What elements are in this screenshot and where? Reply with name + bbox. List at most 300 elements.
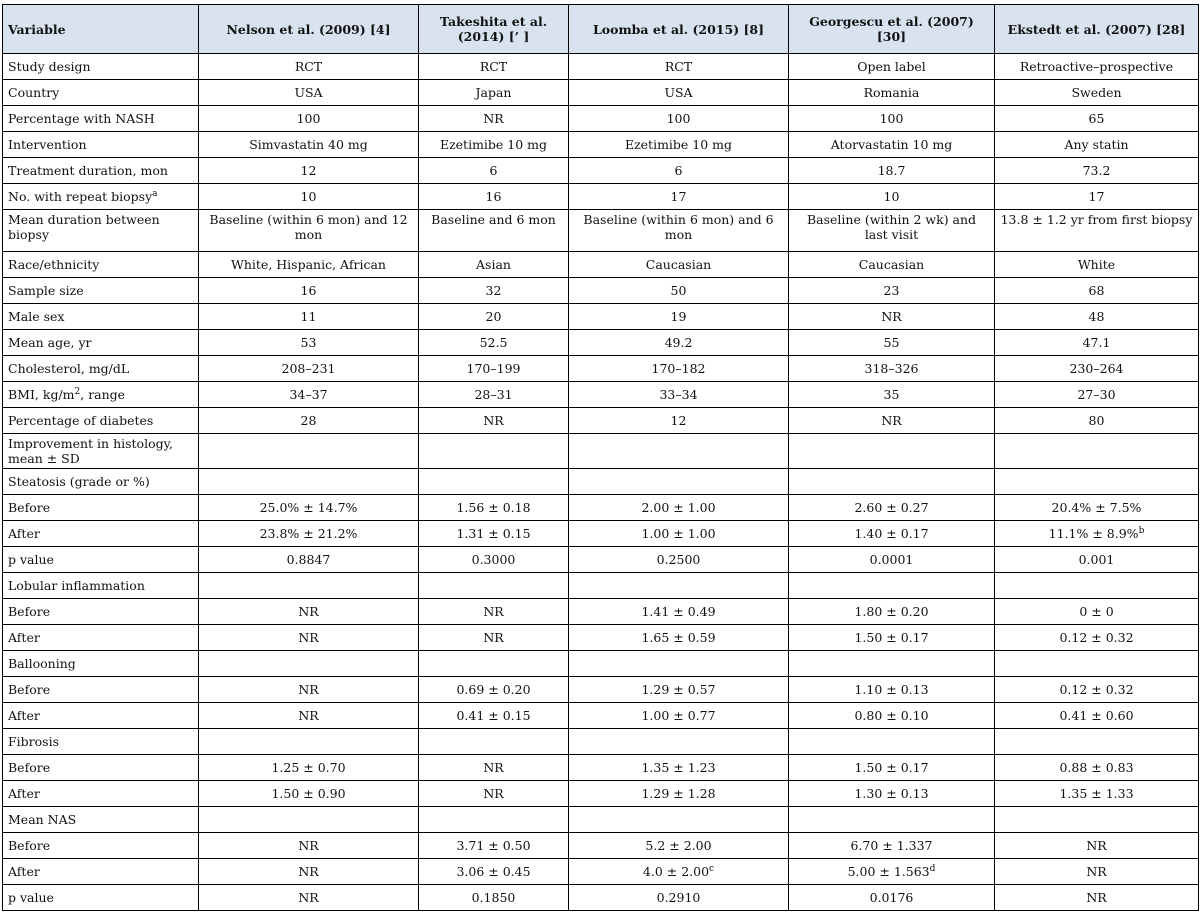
cell-value: 1.29 ± 0.57 xyxy=(641,682,716,697)
cell-value: 17 xyxy=(1088,189,1105,204)
row-label xyxy=(3,599,199,625)
cell-value: 12 xyxy=(300,163,317,178)
table-cell xyxy=(569,859,789,885)
table-row xyxy=(3,106,1199,132)
table-cell xyxy=(569,599,789,625)
cell-value: 1.25 ± 0.70 xyxy=(271,760,346,775)
table-row xyxy=(3,382,1199,408)
table-row xyxy=(3,833,1199,859)
cell-value: 19 xyxy=(670,309,687,324)
cell-value: 17 xyxy=(670,189,687,204)
table-cell xyxy=(789,184,995,210)
table-cell xyxy=(789,703,995,729)
table-cell xyxy=(789,599,995,625)
cell-value: 1.50 ± 0.17 xyxy=(854,760,929,775)
row-label-text: Mean duration between biopsy xyxy=(8,212,160,242)
table-row xyxy=(3,781,1199,807)
cell-value: 55 xyxy=(883,335,900,350)
header-row xyxy=(3,5,1199,54)
cell-value: 20.4% ± 7.5% xyxy=(1051,500,1142,515)
table-cell xyxy=(995,781,1199,807)
table-cell xyxy=(199,80,419,106)
table-cell xyxy=(419,158,569,184)
table-row xyxy=(3,184,1199,210)
table-cell xyxy=(789,833,995,859)
table-row xyxy=(3,573,1199,599)
table-cell xyxy=(569,54,789,80)
cell-value: Ezetimibe 10 mg xyxy=(439,137,548,152)
table-cell xyxy=(419,599,569,625)
table-cell xyxy=(789,80,995,106)
cell-value: 48 xyxy=(1088,309,1105,324)
row-label xyxy=(3,729,199,755)
table-cell xyxy=(789,807,995,833)
cell-value: 230–264 xyxy=(1069,361,1124,376)
table-cell xyxy=(419,495,569,521)
row-label-text: Steatosis (grade or %) xyxy=(8,474,150,489)
cell-value: NR xyxy=(483,630,504,645)
cell-value: NR xyxy=(881,413,902,428)
table-cell xyxy=(199,278,419,304)
table-cell xyxy=(569,434,789,469)
row-label xyxy=(3,158,199,184)
row-label-suffix: , range xyxy=(80,387,126,402)
table-cell xyxy=(199,132,419,158)
table-row xyxy=(3,625,1199,651)
row-label-text: Intervention xyxy=(8,137,87,152)
cell-value: 68 xyxy=(1088,283,1105,298)
row-label-text: Ballooning xyxy=(8,656,76,671)
table-cell xyxy=(419,469,569,495)
table-cell xyxy=(995,210,1199,252)
table-row xyxy=(3,495,1199,521)
cell-value: Sweden xyxy=(1071,85,1122,100)
table-cell xyxy=(569,304,789,330)
table-cell xyxy=(569,80,789,106)
row-label xyxy=(3,434,199,469)
row-label-text: No. with repeat biopsy xyxy=(8,189,153,204)
table-cell xyxy=(569,106,789,132)
cell-value: Atorvastatin 10 mg xyxy=(830,137,953,152)
cell-value: 170–182 xyxy=(651,361,706,376)
cell-value: 0.80 ± 0.10 xyxy=(854,708,929,723)
cell-value: RCT xyxy=(294,59,323,74)
table-cell xyxy=(419,132,569,158)
table-row xyxy=(3,158,1199,184)
row-label-text: After xyxy=(8,526,40,541)
table-cell xyxy=(199,703,419,729)
cell-value: 0.0176 xyxy=(869,890,914,905)
cell-value: NR xyxy=(483,760,504,775)
row-label xyxy=(3,625,199,651)
cell-value: 1.65 ± 0.59 xyxy=(641,630,716,645)
cell-value: Romania xyxy=(863,85,920,100)
cell-value: NR xyxy=(298,682,319,697)
row-label xyxy=(3,755,199,781)
table-cell xyxy=(789,210,995,252)
table-cell xyxy=(789,859,995,885)
table-row xyxy=(3,434,1199,469)
cell-value: Retroactive–prospective xyxy=(1019,59,1174,74)
row-label-text: After xyxy=(8,864,40,879)
table-cell xyxy=(199,885,419,911)
table-cell xyxy=(419,625,569,651)
cell-value: 16 xyxy=(300,283,317,298)
cell-value: 53 xyxy=(300,335,317,350)
table-row xyxy=(3,547,1199,573)
cell-value: NR xyxy=(298,838,319,853)
cell-value: 50 xyxy=(670,283,687,298)
header-georgescu: Georgescu et al. (2007) [30] xyxy=(789,5,995,54)
table-cell xyxy=(569,469,789,495)
table-cell xyxy=(995,106,1199,132)
table-cell xyxy=(199,158,419,184)
table-cell xyxy=(569,330,789,356)
table-cell xyxy=(419,382,569,408)
header-variable: Variable xyxy=(3,5,199,54)
table-row xyxy=(3,356,1199,382)
row-label-text: Before xyxy=(8,838,51,853)
table-cell xyxy=(789,304,995,330)
table-cell xyxy=(569,885,789,911)
row-label-text: Before xyxy=(8,682,51,697)
cell-value: 1.31 ± 0.15 xyxy=(456,526,531,541)
cell-value: 3.71 ± 0.50 xyxy=(456,838,531,853)
row-label xyxy=(3,573,199,599)
table-cell xyxy=(419,573,569,599)
table-cell xyxy=(199,184,419,210)
row-label-text: After xyxy=(8,630,40,645)
cell-value: 1.10 ± 0.13 xyxy=(854,682,929,697)
row-label xyxy=(3,703,199,729)
row-label xyxy=(3,132,199,158)
row-label-text: Male sex xyxy=(8,309,65,324)
table-cell xyxy=(995,330,1199,356)
table-cell xyxy=(199,54,419,80)
cell-value: 6 xyxy=(674,163,683,178)
table-cell xyxy=(569,252,789,278)
table-cell xyxy=(995,573,1199,599)
table-cell xyxy=(789,158,995,184)
header-nelson: Nelson et al. (2009) [4] xyxy=(199,5,419,54)
cell-value: 5.2 ± 2.00 xyxy=(645,838,712,853)
table-cell xyxy=(199,434,419,469)
table-cell xyxy=(995,495,1199,521)
row-label xyxy=(3,252,199,278)
table-cell xyxy=(789,54,995,80)
cell-value: 16 xyxy=(485,189,502,204)
table-row xyxy=(3,278,1199,304)
table-cell xyxy=(569,408,789,434)
table-cell xyxy=(569,677,789,703)
table-cell xyxy=(789,521,995,547)
table-cell xyxy=(789,252,995,278)
cell-value: 23.8% ± 21.2% xyxy=(259,526,358,541)
row-label-text: Cholesterol, mg/dL xyxy=(8,361,130,376)
cell-value: Baseline (within 6 mon) and 12 mon xyxy=(209,212,408,242)
cell-value: 100 xyxy=(666,111,691,126)
cell-value: 52.5 xyxy=(479,335,508,350)
row-label-text: Before xyxy=(8,500,51,515)
row-label xyxy=(3,781,199,807)
table-cell xyxy=(199,859,419,885)
table-row xyxy=(3,807,1199,833)
table-cell xyxy=(569,382,789,408)
cell-value: 1.00 ± 0.77 xyxy=(641,708,716,723)
row-label-text: After xyxy=(8,786,40,801)
cell-value: 5.00 ± 1.563 xyxy=(847,864,930,879)
cell-superscript: c xyxy=(709,863,715,874)
cell-value: 0.2910 xyxy=(656,890,701,905)
cell-value: USA xyxy=(294,85,323,100)
table-cell xyxy=(569,625,789,651)
cell-value: 1.41 ± 0.49 xyxy=(641,604,716,619)
table-cell xyxy=(199,330,419,356)
header-ekstedt: Ekstedt et al. (2007) [28] xyxy=(995,5,1199,54)
row-label-text: After xyxy=(8,708,40,723)
table-cell xyxy=(419,833,569,859)
cell-value: 0.41 ± 0.60 xyxy=(1059,708,1134,723)
cell-value: 35 xyxy=(883,387,900,402)
row-label-text: Race/ethnicity xyxy=(8,257,100,272)
cell-value: Any statin xyxy=(1064,137,1129,152)
table-cell xyxy=(569,807,789,833)
row-label xyxy=(3,651,199,677)
cell-value: NR xyxy=(483,111,504,126)
label-superscript: a xyxy=(152,188,158,199)
cell-value: 32 xyxy=(485,283,502,298)
table-cell xyxy=(569,132,789,158)
cell-value: 25.0% ± 14.7% xyxy=(259,500,358,515)
cell-value: 0.12 ± 0.32 xyxy=(1059,630,1134,645)
table-cell xyxy=(995,703,1199,729)
cell-superscript: d xyxy=(929,863,936,874)
cell-value: 0.2500 xyxy=(656,552,701,567)
table-cell xyxy=(199,729,419,755)
cell-value: Simvastatin 40 mg xyxy=(249,137,368,152)
table-cell xyxy=(419,547,569,573)
cell-value: 1.40 ± 0.17 xyxy=(854,526,929,541)
table-cell xyxy=(199,210,419,252)
header-takeshita: Takeshita et al. (2014) [’ ] xyxy=(419,5,569,54)
table-cell xyxy=(995,677,1199,703)
table-cell xyxy=(995,833,1199,859)
table-cell xyxy=(789,106,995,132)
table-cell xyxy=(419,703,569,729)
table-cell xyxy=(419,677,569,703)
table-cell xyxy=(199,382,419,408)
table-row xyxy=(3,755,1199,781)
row-label xyxy=(3,807,199,833)
table-cell xyxy=(789,330,995,356)
table-cell xyxy=(789,651,995,677)
row-label xyxy=(3,677,199,703)
table-cell xyxy=(199,651,419,677)
table-cell xyxy=(995,807,1199,833)
cell-value: 0.69 ± 0.20 xyxy=(456,682,531,697)
table-row xyxy=(3,54,1199,80)
cell-value: Caucasian xyxy=(645,257,712,272)
row-label-text: p value xyxy=(8,552,54,567)
cell-value: 0.1850 xyxy=(471,890,516,905)
cell-value: 0.41 ± 0.15 xyxy=(456,708,531,723)
table-cell xyxy=(569,755,789,781)
row-label-text: p value xyxy=(8,890,54,905)
table-cell xyxy=(569,356,789,382)
row-label-text: Sample size xyxy=(8,283,84,298)
cell-value: 0.3000 xyxy=(471,552,516,567)
cell-value: 1.30 ± 0.13 xyxy=(854,786,929,801)
table-cell xyxy=(789,434,995,469)
table-row xyxy=(3,859,1199,885)
cell-value: NR xyxy=(483,413,504,428)
cell-value: NR xyxy=(298,604,319,619)
table-cell xyxy=(199,495,419,521)
table-cell xyxy=(199,833,419,859)
row-label-text: Before xyxy=(8,604,51,619)
table-cell xyxy=(569,547,789,573)
table-cell xyxy=(419,885,569,911)
cell-value: 3.06 ± 0.45 xyxy=(456,864,531,879)
table-cell xyxy=(569,703,789,729)
cell-value: 13.8 ± 1.2 yr from first biopsy xyxy=(1000,212,1193,227)
table-row xyxy=(3,599,1199,625)
cell-value: RCT xyxy=(664,59,693,74)
cell-value: 1.80 ± 0.20 xyxy=(854,604,929,619)
row-label xyxy=(3,304,199,330)
cell-value: 6.70 ± 1.337 xyxy=(850,838,933,853)
cell-value: USA xyxy=(664,85,693,100)
table-row xyxy=(3,469,1199,495)
cell-value: NR xyxy=(1086,890,1107,905)
table-cell xyxy=(569,158,789,184)
table-cell xyxy=(995,755,1199,781)
table-cell xyxy=(789,356,995,382)
cell-value: Ezetimibe 10 mg xyxy=(624,137,733,152)
table-cell xyxy=(199,304,419,330)
table-cell xyxy=(419,304,569,330)
cell-value: 27–30 xyxy=(1077,387,1116,402)
table-row xyxy=(3,80,1199,106)
cell-value: 2.60 ± 0.27 xyxy=(854,500,929,515)
cell-value: 0.001 xyxy=(1078,552,1115,567)
table-cell xyxy=(419,278,569,304)
row-label-text: Before xyxy=(8,760,51,775)
row-label xyxy=(3,495,199,521)
table-cell xyxy=(789,755,995,781)
table-cell xyxy=(199,547,419,573)
label-superscript: 2 xyxy=(74,386,81,397)
table-cell xyxy=(419,434,569,469)
table-cell xyxy=(199,807,419,833)
table-cell xyxy=(995,625,1199,651)
cell-value: 208–231 xyxy=(281,361,336,376)
cell-value: 34–37 xyxy=(289,387,328,402)
table-cell xyxy=(995,599,1199,625)
table-cell xyxy=(995,434,1199,469)
table-row xyxy=(3,885,1199,911)
table-cell xyxy=(419,729,569,755)
table-container xyxy=(2,4,1199,911)
table-cell xyxy=(789,781,995,807)
table-cell xyxy=(995,651,1199,677)
row-label xyxy=(3,210,199,252)
row-label-text: Fibrosis xyxy=(8,734,60,749)
cell-value: 80 xyxy=(1088,413,1105,428)
row-label xyxy=(3,278,199,304)
cell-value: RCT xyxy=(479,59,508,74)
table-row xyxy=(3,703,1199,729)
table-cell xyxy=(995,132,1199,158)
cell-value: Baseline (within 2 wk) and last visit xyxy=(806,212,977,242)
table-cell xyxy=(419,521,569,547)
row-label-text: Percentage of diabetes xyxy=(8,413,154,428)
table-cell xyxy=(789,573,995,599)
cell-value: 47.1 xyxy=(1082,335,1111,350)
cell-value: White xyxy=(1077,257,1116,272)
table-row xyxy=(3,210,1199,252)
table-cell xyxy=(199,573,419,599)
table-cell xyxy=(199,599,419,625)
cell-value: 65 xyxy=(1088,111,1105,126)
table-cell xyxy=(199,625,419,651)
cell-value: 0.0001 xyxy=(869,552,914,567)
cell-value: 49.2 xyxy=(664,335,693,350)
cell-value: 6 xyxy=(489,163,498,178)
table-cell xyxy=(995,158,1199,184)
table-cell xyxy=(569,651,789,677)
table-cell xyxy=(995,885,1199,911)
cell-value: Japan xyxy=(475,85,512,100)
cell-value: NR xyxy=(1086,838,1107,853)
table-cell xyxy=(569,573,789,599)
table-cell xyxy=(789,625,995,651)
table-cell xyxy=(419,252,569,278)
table-cell xyxy=(789,729,995,755)
table-cell xyxy=(789,495,995,521)
row-label xyxy=(3,859,199,885)
cell-value: White, Hispanic, African xyxy=(231,257,386,272)
table-cell xyxy=(789,132,995,158)
cell-value: 28 xyxy=(300,413,317,428)
row-label xyxy=(3,356,199,382)
row-label xyxy=(3,833,199,859)
row-label xyxy=(3,330,199,356)
table-cell xyxy=(995,304,1199,330)
table-cell xyxy=(419,330,569,356)
table-cell xyxy=(789,278,995,304)
row-label-text: Improvement in histology, mean ± SD xyxy=(8,436,173,466)
table-row xyxy=(3,408,1199,434)
table-cell xyxy=(995,80,1199,106)
cell-value: 11.1% ± 8.9% xyxy=(1048,526,1139,541)
cell-value: 170–199 xyxy=(466,361,521,376)
table-cell xyxy=(199,677,419,703)
row-label xyxy=(3,382,199,408)
table-cell xyxy=(995,408,1199,434)
cell-value: 12 xyxy=(670,413,687,428)
cell-value: 100 xyxy=(296,111,321,126)
table-cell xyxy=(419,106,569,132)
cell-value: 1.00 ± 1.00 xyxy=(641,526,716,541)
cell-value: 28–31 xyxy=(474,387,513,402)
cell-value: 10 xyxy=(300,189,317,204)
row-label xyxy=(3,54,199,80)
table-cell xyxy=(995,278,1199,304)
table-body xyxy=(3,54,1199,911)
cell-value: NR xyxy=(298,708,319,723)
table-cell xyxy=(995,54,1199,80)
